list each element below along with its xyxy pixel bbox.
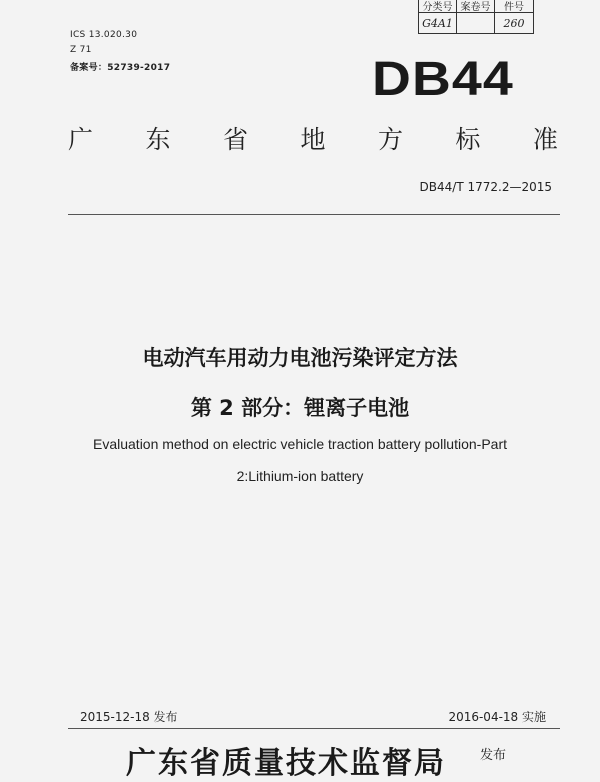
standard-type-title <box>68 120 558 156</box>
title-en-line2: 2:Lithium-ion battery <box>236 468 364 484</box>
issue-date: 2015-12-18 发布 <box>80 710 178 724</box>
footer-divider <box>68 728 560 729</box>
title-zh-line2: 第 2 部分：锂离子电池 <box>190 396 410 420</box>
stamp-value-file <box>457 13 495 33</box>
standard-logo: DB44 <box>372 53 514 106</box>
stamp-header-category: 分类号 <box>419 0 457 13</box>
ics-code: ICS 13.020.30 <box>70 30 138 40</box>
stamp-header-item: 件号 <box>495 0 533 13</box>
stamp-header-file: 案卷号 <box>457 0 495 13</box>
standard-number: DB44/T 1772.2—2015 <box>419 180 552 194</box>
stamp-value-category: G4A1 <box>419 13 457 33</box>
implement-date: 2016-04-18 实施 <box>448 710 546 724</box>
stamp-value-item: 260 <box>503 16 525 30</box>
standard-type-char: 省 <box>222 125 248 154</box>
standard-type-char: 方 <box>377 125 403 154</box>
standard-type-char: 准 <box>532 125 558 154</box>
ccs-code: Z 71 <box>70 45 92 55</box>
header-divider <box>68 214 560 215</box>
standard-type-char: 标 <box>455 125 481 154</box>
standard-type-char: 地 <box>300 125 326 154</box>
title-zh-line1: 电动汽车用动力电池污染评定方法 <box>142 346 458 370</box>
standard-type-char: 广 <box>68 125 94 154</box>
record-number: 备案号：52739-2017 <box>70 63 171 73</box>
title-en-line1: Evaluation method on electric vehicle traction battery pollution-Part <box>93 436 507 452</box>
issuer: 广东省质量技术监督局 <box>126 746 446 781</box>
standard-type-char: 东 <box>145 125 171 154</box>
publish-label: 发布 <box>480 748 507 763</box>
classification-stamp <box>418 0 534 34</box>
